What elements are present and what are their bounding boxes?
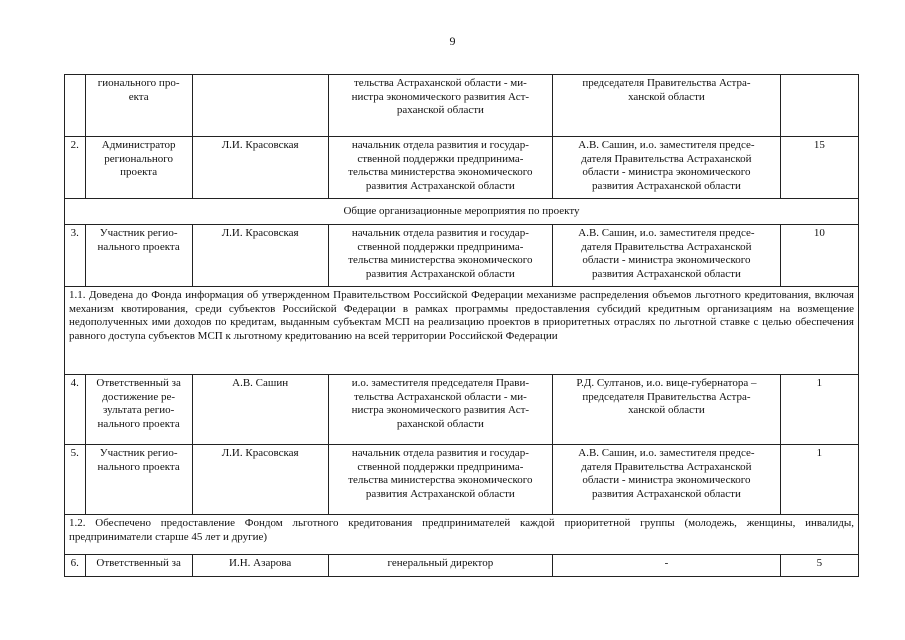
supervisor-cell: -: [553, 555, 781, 577]
supervisor-cell: Р.Д. Султанов, и.о. вице-губернатора – председателя Правительства Астра- ханской области: [553, 375, 781, 445]
table-row: [65, 375, 859, 445]
person-name-cell: [192, 75, 328, 137]
person-name-cell: Л.И. Красовская: [192, 225, 328, 287]
table-row: [65, 445, 859, 515]
row-number-cell: [65, 75, 86, 137]
workload-percent-cell: 1: [780, 375, 858, 445]
person-name-cell: А.В. Сашин: [192, 375, 328, 445]
supervisor-cell: А.В. Сашин, и.о. заместителя предсе- дателя Правительства Астраханской области - министра экономического развития Астраханской области: [553, 225, 781, 287]
result-description-row: [65, 287, 859, 375]
person-name-cell: И.Н. Азарова: [192, 555, 328, 577]
role-cell: Администратор регионального проекта: [85, 137, 192, 199]
row-number-cell: 6.: [65, 555, 86, 577]
workload-percent-cell: [780, 75, 858, 137]
position-cell: начальник отдела развития и государ- ственной поддержки предпринима- тельства министерства экономического развития Астраханской области: [328, 225, 553, 287]
table-row: [65, 75, 859, 137]
position-cell: тельства Астраханской области - ми- нистра экономического развития Аст- раханской области: [328, 75, 553, 137]
row-number-cell: 2.: [65, 137, 86, 199]
workload-percent-cell: 15: [780, 137, 858, 199]
table-row: [65, 137, 859, 199]
position-cell: и.о. заместителя председателя Прави- тельства Астраханской области - ми- нистра экономического развития Аст- раханской области: [328, 375, 553, 445]
section-title: Общие организационные мероприятия по проекту: [65, 199, 859, 225]
supervisor-cell: А.В. Сашин, и.о. заместителя предсе- дателя Правительства Астраханской области - министра экономического развития Астраханской области: [553, 445, 781, 515]
page-number: 9: [449, 34, 456, 48]
role-cell: Участник регио- нального проекта: [85, 225, 192, 287]
workload-percent-cell: 5: [780, 555, 858, 577]
table-row: [65, 225, 859, 287]
row-number-cell: 4.: [65, 375, 86, 445]
supervisor-cell: председателя Правительства Астра- ханской области: [553, 75, 781, 137]
row-number-cell: 3.: [65, 225, 86, 287]
table-row: [65, 555, 859, 577]
role-cell: Участник регио- нального проекта: [85, 445, 192, 515]
person-name-cell: Л.И. Красовская: [192, 445, 328, 515]
role-cell: Ответственный за достижение ре- зультата регио- нального проекта: [85, 375, 192, 445]
workload-percent-cell: 10: [780, 225, 858, 287]
result-text: 1.1. Доведена до Фонда информация об утвержденном Правительством Российской Федерации механизме распределения объемов льготного кредитования, включая механизм квотирования, среди субъектов Российской Федерации в рамках программы предоставления субсидий кредитным организациям на возмещение недополученных ими доходов по кредитам, выданным субъектам МСП на реализацию проектов в приоритетных отраслях по льготной ставке с целью обеспечения равного доступа субъектов МСП к льготному кредитованию на всей территории Российской Федерации: [65, 287, 859, 375]
role-cell: гионального про- екта: [85, 75, 192, 137]
supervisor-cell: А.В. Сашин, и.о. заместителя предсе- дателя Правительства Астраханской области - министра экономического развития Астраханской области: [553, 137, 781, 199]
row-number-cell: 5.: [65, 445, 86, 515]
project-participants-table: [64, 74, 859, 577]
person-name-cell: Л.И. Красовская: [192, 137, 328, 199]
position-cell: начальник отдела развития и государ- ственной поддержки предпринима- тельства министерства экономического развития Астраханской области: [328, 445, 553, 515]
role-cell: Ответственный за: [85, 555, 192, 577]
position-cell: начальник отдела развития и государ- ственной поддержки предпринима- тельства министерства экономического развития Астраханской области: [328, 137, 553, 199]
section-header-row: [65, 199, 859, 225]
result-description-row: [65, 515, 859, 555]
position-cell: генеральный директор: [328, 555, 553, 577]
result-text: 1.2. Обеспечено предоставление Фондом льготного кредитования предпринимателей каждой приоритетной группы (молодежь, женщины, инвалиды, предприниматели старше 45 лет и другие): [65, 515, 859, 555]
workload-percent-cell: 1: [780, 445, 858, 515]
